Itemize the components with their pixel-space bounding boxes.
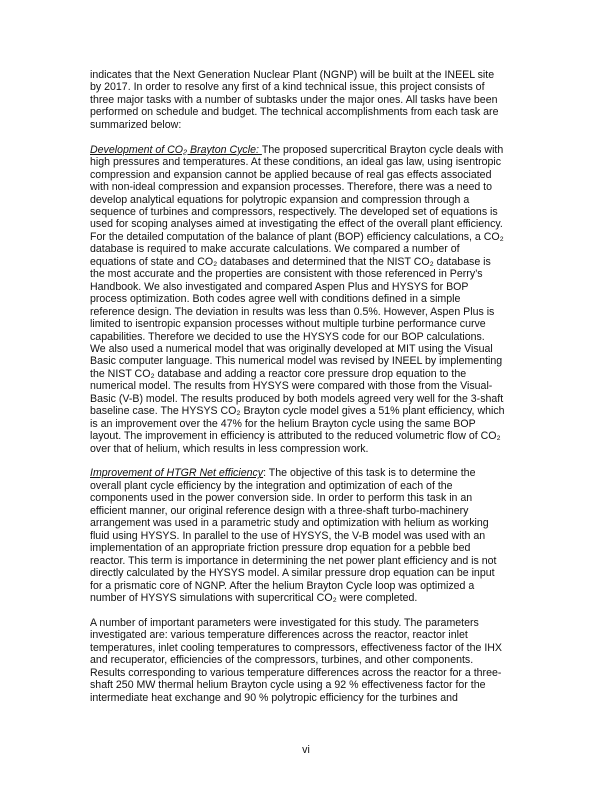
text-line: database is required to make accurate calculations. We compared a number of bbox=[90, 243, 460, 256]
text-fragment: The proposed supercritical Brayton cycle deals with bbox=[261, 143, 504, 156]
text-line: directly calculated by the HYSYS model. A similar pressure drop equation can be input bbox=[90, 567, 495, 580]
text-line: layout. The improvement in efficiency is attributed to the reduced volumetric flow of CO₂ bbox=[90, 430, 501, 443]
text-line: Handbook. We also investigated and compared Aspen Plus and HYSYS for BOP bbox=[90, 280, 469, 293]
text-line: high pressures and temperatures. At these conditions, an ideal gas law, using isentropic bbox=[90, 156, 502, 169]
text-line: reactor. This term is importance in determining the net power plant efficiency and is not bbox=[90, 554, 497, 567]
text-line: intermediate heat exchange and 90 % polytropic efficiency for the turbines and bbox=[90, 691, 458, 704]
text-line bbox=[90, 467, 530, 479]
text-line: reference design. The deviation in results was less than 0.5%. However, Aspen Plus is bbox=[90, 305, 495, 318]
text-line: with non-ideal compression and expansion processes. Therefore, there was a need to bbox=[90, 181, 493, 194]
text-line: components used in the power conversion side. In order to perform this task in an bbox=[90, 492, 473, 505]
text-line: the most accurate and the properties are consistent with those referenced in Perry’s bbox=[90, 268, 483, 281]
text-line: Basic (V-B) model. The results produced by both models agreed very well for the 3-shaft bbox=[90, 392, 504, 405]
text-fragment: : The objective of this task is to determine the bbox=[263, 467, 476, 480]
text-line: by 2017. In order to resolve any first of a kind technical issue, this project consists of bbox=[90, 81, 485, 94]
text-line: equations of state and CO₂ databases and determined that the NIST CO₂ database is bbox=[90, 255, 491, 268]
text-line: arrangement was used in a parametric study and optimization with helium as working bbox=[90, 517, 489, 530]
text-line: overall plant cycle efficiency by the integration and optimization of each of the bbox=[90, 479, 453, 492]
page-number: vi bbox=[302, 744, 310, 756]
text-line: Results corresponding to various temperature differences across the reactor for a three- bbox=[90, 666, 502, 679]
text-line: used for scoping analyses aimed at investigating the effect of the overall plant efficiency. bbox=[90, 218, 503, 231]
text-line: performed on schedule and budget. The technical accomplishments from each task are bbox=[90, 106, 499, 119]
section-heading-htgr-efficiency: Improvement of HTGR Net efficiency bbox=[90, 467, 264, 480]
text-line: over that of helium, which results in less compression work. bbox=[90, 442, 369, 455]
text-line: efficient manner, our original reference design with a three-shaft turbo-machinery bbox=[90, 504, 469, 517]
text-line: compression and expansion cannot be applied because of real gas effects associated bbox=[90, 168, 492, 181]
text-line: and recuperator, efficiencies of the compressors, turbines, and other components. bbox=[90, 654, 474, 667]
text-line: sequence of turbines and compressors, respectively. The developed set of equations is bbox=[90, 205, 498, 218]
text-line: investigated are: various temperature differences across the reactor, reactor inlet bbox=[90, 629, 468, 642]
text-line bbox=[90, 144, 530, 156]
text-line: baseline case. The HYSYS CO₂ Brayton cycle model gives a 51% plant efficiency, which bbox=[90, 405, 505, 418]
text-line: shaft 250 MW thermal helium Brayton cycle using a 92 % effectiveness factor for the bbox=[90, 679, 486, 692]
text-line: A number of important parameters were investigated for this study. The parameters bbox=[90, 616, 479, 629]
text-line: is an improvement over the 47% for the helium Brayton cycle using the same BOP bbox=[90, 417, 476, 430]
section-heading-co2-brayton: Development of CO₂ Brayton Cycle: bbox=[90, 143, 262, 156]
text-line: capabilities. Therefore we decided to use the HYSYS code for our BOP calculations. bbox=[90, 330, 485, 343]
text-line: the NIST CO₂ database and adding a reactor core pressure drop equation to the bbox=[90, 367, 467, 380]
document-page bbox=[90, 69, 530, 717]
co2-brayton-paragraph bbox=[90, 144, 530, 455]
text-line: limited to isentropic expansion processes without multiple turbine performance curve bbox=[90, 318, 486, 331]
text-line: summarized below: bbox=[90, 118, 182, 131]
parameters-paragraph bbox=[90, 617, 530, 704]
text-line: three major tasks with a number of subtasks under the major ones. All tasks have been bbox=[90, 93, 498, 106]
text-line: temperatures, inlet cooling temperatures to compressors, effectiveness factor of the IHX bbox=[90, 641, 502, 654]
text-line: develop analytical equations for polytropic expansion and compression through a bbox=[90, 193, 470, 206]
text-line: Basic computer language. This numerical model was revised by INEEL by implementing bbox=[90, 355, 503, 368]
intro-paragraph bbox=[90, 69, 530, 131]
text-line: For the detailed computation of the balance of plant (BOP) efficiency calculations, a CO₂ bbox=[90, 230, 504, 243]
htgr-efficiency-paragraph bbox=[90, 467, 530, 604]
text-line: numerical model. The results from HYSYS were compared with those from the Visual- bbox=[90, 380, 493, 393]
text-line: for a prismatic core of NGNP. After the helium Brayton Cycle loop was optimized a bbox=[90, 579, 475, 592]
text-line: fluid using HYSYS. In parallel to the use of HYSYS, the V-B model was used with an bbox=[90, 529, 486, 542]
text-line: We also used a numerical model that was originally developed at MIT using the Visual bbox=[90, 342, 493, 355]
text-line: implementation of an appropriate friction pressure drop equation for a pebble bed bbox=[90, 542, 471, 555]
text-line: indicates that the Next Generation Nuclear Plant (NGNP) will be built at the INEEL site bbox=[90, 69, 495, 81]
text-line: number of HYSYS simulations with supercritical CO₂ were completed. bbox=[90, 592, 418, 604]
text-line: process optimization. Both codes agree well with conditions defined in a simple bbox=[90, 293, 461, 306]
